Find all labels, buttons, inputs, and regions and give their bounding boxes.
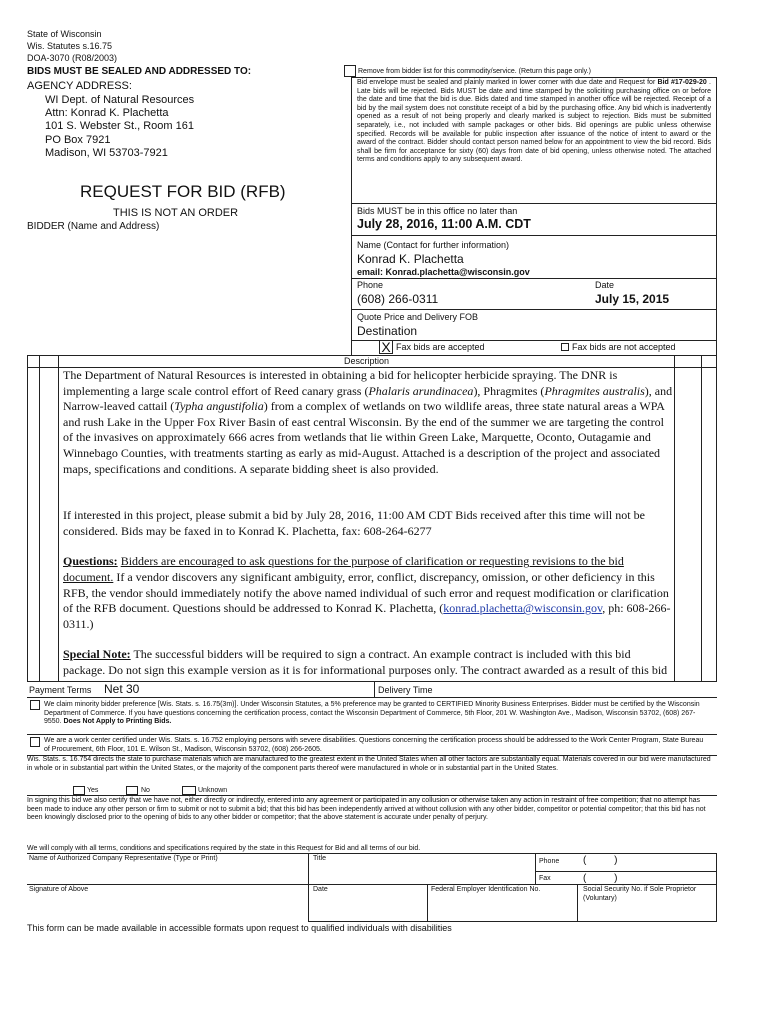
contact-email: email: Konrad.plachetta@wisconsin.gov — [357, 267, 530, 277]
work-center-checkbox[interactable] — [30, 737, 40, 747]
fob-value: Destination — [357, 324, 418, 338]
description-paragraph-1: The Department of Natural Resources is interested in obtaining a bid for helicopter herbicide spraying. The DNR is implementing a large scale control effort of Reed canary grass (Phalaris arundinacea), Phragmites (Phragmites australis), and Narrow-leaved cattail (Typha angustifolia) from a complex of wetlands on two wildlife areas, three state natural areas a WPA and rush Lake in the Upper Fox River Basin of east central Wisconsin. By the end of the summer we are targeting the control of the invasives on approximately 666 acres from wetlands that lie within Green Lake, Marquette, Oconto, Outagamie and Winnebago Counties, with treatments starting as early as mid-August. Attached is a description of the project and associated maps, specifications and conditions. A separate bidding sheet is also provided. — [63, 368, 673, 476]
special-note-paragraph: Special Note: The successful bidders will be required to sign a contract. An example contract is included with this bid package. Do not sign this example version as it is for informational purposes only. The contract awarded as a result of this bid — [63, 647, 668, 677]
signature-label: Signature of Above — [29, 886, 89, 893]
contact-name: Konrad K. Plachetta — [357, 252, 464, 266]
agency-label: AGENCY ADDRESS: — [27, 80, 132, 92]
bidder-label: BIDDER (Name and Address) — [27, 221, 160, 232]
collusion-text: In signing this bid we also certify that we have not, either directly or indirectly, entered into any agreement or participated in any collusion or otherwise taken any action in restraint of free competition; that no attempt has been made to induce any other person or firm to submit or not to submit a bid; that this bid has been independently arrived at without collusion with any other bidder, competitor or potential competitor; that this bid has not been knowingly disclosed prior to the opening of bids to any other bidder or competitor; that the above statement is accurate under penalty of perjury. — [27, 797, 706, 822]
no-label: No — [141, 787, 150, 794]
remove-notice: Remove from bidder list for this commodity/service. (Return this page only.) — [358, 68, 591, 75]
bid-number: Bid #17-029-20 — [657, 79, 707, 86]
no-checkbox[interactable] — [126, 786, 138, 795]
unknown-checkbox[interactable] — [182, 786, 196, 795]
contact-phone: (608) 266-0311 — [357, 292, 439, 306]
state-line: State of Wisconsin — [27, 29, 102, 39]
not-an-order: THIS IS NOT AN ORDER — [113, 207, 239, 219]
statute-text: Wis. Stats. s. 16.754 directs the state to purchase materials which are manufactured to the greatest extent in the United States when all other factors are substantially equal. Materials covered in our bid were manufactured in whole or in substantial part within the United States, or the majority of the component parts thereof were manufactured in whole or in substantial part in the United States. — [27, 756, 711, 772]
minority-checkbox[interactable] — [30, 700, 40, 710]
delivery-time-label: Delivery Time — [378, 685, 433, 695]
yes-checkbox[interactable] — [73, 786, 85, 795]
comply-text: We will comply with all terms, conditions and specifications required by the state in this Request for Bid and all terms of our bid. — [27, 845, 421, 852]
contact-label: Name (Contact for further information) — [357, 240, 510, 250]
bid-instructions: Bid envelope must be sealed and plainly marked in lower corner with due date and Request for Bid #17-029-20 . Late bids will be rejected. Bids MUST be date and time stamped by the soliciting purchasing office on or before the date and time that the bid is due. Bids dated and time stamped in another office will be rejected. Receipt of a bid by the mail system does not constitute receipt of a bid by the purchasing office. Any bid which is inadvertently opened as a result of not being properly and clearly marked is subject to rejection. Bids must be submitted separately, i.e., not included with sample packages or other bids. Bid openings are public unless otherwise specified. Records will be available for public inspection after issuance of the notice of intent to award or the award of the contract. Bidder should contact person named below for an appointment to view the bid record. Bids shall be firm for acceptance for sixty (60) days from date of bid opening, unless otherwise noted. The attached terms and conditions apply to any subsequent award. — [357, 79, 711, 164]
agency-address-2: Attn: Konrad K. Plachetta — [45, 107, 169, 119]
ssn-label: Social Security No. if Sole Proprietor (Voluntary) — [583, 886, 697, 902]
fax-not-accepted-checkbox[interactable] — [561, 343, 569, 351]
fax-accepted-checkbox[interactable]: X — [379, 340, 393, 354]
work-center-text: We are a work center certified under Wis. Stats. s. 16.752 employing persons with severe disabilities. Questions concerning the certification process should be addressed to the Work Center Program, State Bureau of Procurement, 6th Floor, 101 E. Wilson St., Madison, Wisconsin 53702, (608) 266-2605. — [44, 737, 704, 753]
issue-date: July 15, 2015 — [595, 292, 670, 306]
due-label: Bids MUST be in this office no later than — [357, 206, 518, 216]
fein-label: Federal Employer Identification No. — [431, 886, 541, 893]
phone-field-label: Phone — [539, 858, 560, 865]
agency-address-5: Madison, WI 53703-7921 — [45, 147, 168, 159]
sealed-heading: BIDS MUST BE SEALED AND ADDRESSED TO: — [27, 66, 252, 77]
fax-accepted-label: Fax bids are accepted — [396, 342, 485, 352]
payment-terms-value: Net 30 — [104, 682, 140, 696]
date-label: Date — [595, 280, 615, 290]
description-body — [63, 368, 673, 680]
fax-field[interactable]: ( ) — [583, 873, 618, 884]
phone-field[interactable]: ( ) — [583, 855, 618, 866]
minority-preference-text: We claim minority bidder preference [Wis. Stats. s. 16.75(3m)]. Under Wisconsin Statutes, a 5% preference may be granted to CERTIFIED Minority Business Enterprises. Bidder must be certified by the Wisconsin Department of Commerce. If you have questions concerning the certification process, contact the Wisconsin Department of Commerce, 5th Floor, 201 W. Washington Ave., Madison, Wisconsin 53702, (608) 267-9550. Does Not Apply to Printing Bids. — [44, 701, 700, 726]
unknown-label: Unknown — [198, 787, 228, 794]
description-paragraph-2: If interested in this project, please submit a bid by July 28, 2016, 11:00 AM CDT Bids received after this time will not be considered. Bids may be faxed in to Konrad K. Plachetta, fax: 608-264-6277 — [63, 508, 645, 538]
payment-terms-label: Payment Terms — [29, 685, 92, 695]
agency-address-3: 101 S. Webster St., Room 161 — [45, 120, 194, 132]
fax-not-accepted-label: Fax bids are not accepted — [572, 342, 676, 352]
form-number: DOA-3070 (R08/2003) — [27, 53, 118, 63]
fob-label: Quote Price and Delivery FOB — [357, 312, 479, 322]
sign-date-label: Date — [313, 886, 328, 893]
due-date: July 28, 2016, 11:00 A.M. CDT — [357, 217, 531, 231]
remove-checkbox[interactable] — [344, 65, 356, 77]
accessibility-footer: This form can be made available in accessible formats upon request to qualified individuals with disabilities — [27, 923, 452, 933]
questions-paragraph: Questions: Bidders are encouraged to ask questions for the purpose of clarification or requesting revisions to the bid document. If a vendor discovers any significant ambiguity, error, conflict, discrepancy, omission, or other deficiency in this RFB, the vendor should immediately notify the above named individual of such error and request modification or clarification of the RFB document. Questions should be addressed to Konrad K. Plachetta, (konrad.plachetta@wisconsin.gov, ph: 608-266-0311.) — [63, 554, 671, 631]
yes-label: Yes — [87, 787, 99, 794]
fax-field-label: Fax — [539, 875, 551, 882]
agency-address-4: PO Box 7921 — [45, 134, 111, 146]
title-label: Title — [313, 855, 326, 862]
statutes-line: Wis. Statutes s.16.75 — [27, 41, 113, 51]
description-header: Description — [344, 356, 390, 366]
phone-label: Phone — [357, 280, 384, 290]
questions-email-link[interactable]: konrad.plachetta@wisconsin.gov — [443, 601, 603, 616]
agency-address-1: WI Dept. of Natural Resources — [45, 94, 195, 106]
page-title: REQUEST FOR BID (RFB) — [80, 182, 286, 201]
rep-name-label: Name of Authorized Company Representative (Type or Print) — [29, 855, 218, 862]
